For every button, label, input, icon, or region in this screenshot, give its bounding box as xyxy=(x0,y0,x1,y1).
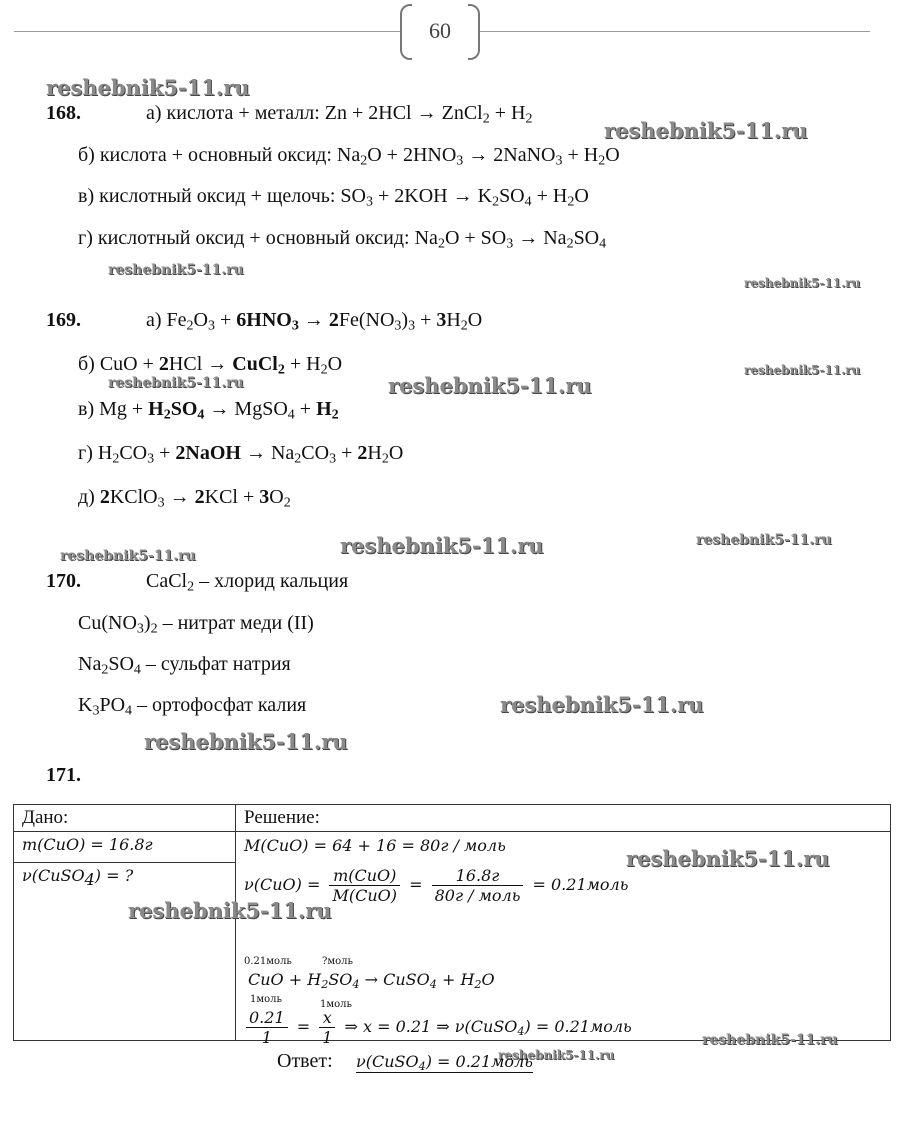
given-mass: m(CuO) = 16.8г xyxy=(14,832,236,863)
task-169-a: а) $Fe_2O_3 + 6HNO_3 \to 2Fe(NO_3)_3 + 3H_2O$ xyxy=(146,309,483,334)
task-168-g: г) кислотный оксид + основный оксид: $Na_2O + SO_3 \to Na_2SO_4$ xyxy=(78,227,607,252)
watermark: reshebnik5-11.ru xyxy=(128,898,332,923)
watermark: reshebnik5-11.ru xyxy=(388,373,592,398)
watermark: reshebnik5-11.ru xyxy=(144,729,348,754)
watermark: reshebnik5-11.ru xyxy=(340,533,544,558)
header-rule-right xyxy=(480,31,870,32)
given-header: Дано: xyxy=(14,805,236,832)
watermark: reshebnik5-11.ru xyxy=(500,692,704,717)
solution-header: Решение: xyxy=(236,805,891,832)
header-rule-left xyxy=(14,31,400,32)
watermark: reshebnik5-11.ru xyxy=(60,548,196,564)
task-170-line3: $Na_2SO_4$ – сульфат натрия xyxy=(78,653,291,678)
answer-label: Ответ: xyxy=(277,1050,333,1072)
label-q: ?моль xyxy=(322,956,353,967)
label-1mol-b: 1моль xyxy=(320,999,352,1010)
page-number: 60 xyxy=(429,18,451,43)
label-1mol-a: 1моль xyxy=(250,994,282,1005)
moles-formula: ν(CuO) = $\frac{\text{m(CuO)}}{\text{M(CuO)}}$ = $\frac{16.8г}{\text{80г / моль}}$ = 0.21моль xyxy=(244,866,629,905)
watermark: reshebnik5-11.ru xyxy=(498,1048,615,1062)
task-169-g: г) $H_2CO_3$ + 2NaOH → $Na_2CO_3 + 2H_2O$ xyxy=(78,442,404,467)
watermark: reshebnik5-11.ru xyxy=(744,276,861,290)
proportion-line: $\frac{0.21}{1}$ = $\frac{x}{1}$ ⇒ x = 0.21 ⇒ ν(CuSO$_4$) = 0.21моль xyxy=(242,1008,632,1047)
watermark: reshebnik5-11.ru xyxy=(696,532,832,548)
molar-mass-line: M(CuO) = 64 + 16 = 80г / моль xyxy=(244,836,506,855)
reaction-equation: CuO + $H_2SO_4$ → CuSO$_4$ + $H_2O$ xyxy=(248,970,495,991)
task-169-number: 169. xyxy=(46,309,81,331)
answer-value: ν(CuSO$_4$) = 0.21моль xyxy=(356,1052,533,1073)
task-169-b: б) CuO + 2HCl → CuCl$_2$ + $H_2O$ xyxy=(78,353,343,378)
watermark: reshebnik5-11.ru xyxy=(626,846,830,871)
watermark: reshebnik5-11.ru xyxy=(604,118,808,143)
task-168-number: 168. xyxy=(46,102,81,124)
watermark: reshebnik5-11.ru xyxy=(744,363,861,377)
task-170-line2: $Cu(NO_3)_2$ – нитрат меди (II) xyxy=(78,612,314,637)
task-168-a: а) кислота + металл: Zn + 2HCl → ZnCl$_2$ + $H_2$ xyxy=(146,102,533,127)
task-170-number: 170. xyxy=(46,570,81,592)
task-169-v: в) $Mg + H_2SO_4$ → MgSO$_4$ + $H_2$ xyxy=(78,398,339,423)
task-170-line4: $K_3PO_4$ – ортофосфат калия xyxy=(78,694,307,719)
given-unknown: ν(CuSO$_4$) = ? xyxy=(14,863,236,1041)
watermark: reshebnik5-11.ru xyxy=(46,75,250,100)
watermark: reshebnik5-11.ru xyxy=(108,262,244,278)
task-168-b: б) кислота + основный оксид: $Na_2O + 2HNO_3$ → 2NaNO$_3$ + $H_2O$ xyxy=(78,144,620,169)
task-169-d: д) 2KClO$_3$ → $2KCl + 3O_2$ xyxy=(78,486,291,511)
watermark: reshebnik5-11.ru xyxy=(108,375,244,391)
label-021: 0.21моль xyxy=(244,956,292,967)
task-170-line1: CaCl$_2$ – хлорид кальция xyxy=(146,570,349,595)
task-171-number: 171. xyxy=(46,764,81,786)
task-168-v: в) кислотный оксид + щелочь: $SO_3 + 2KOH \to K_2SO_4 + H_2O$ xyxy=(78,185,589,210)
watermark: reshebnik5-11.ru xyxy=(702,1032,838,1048)
